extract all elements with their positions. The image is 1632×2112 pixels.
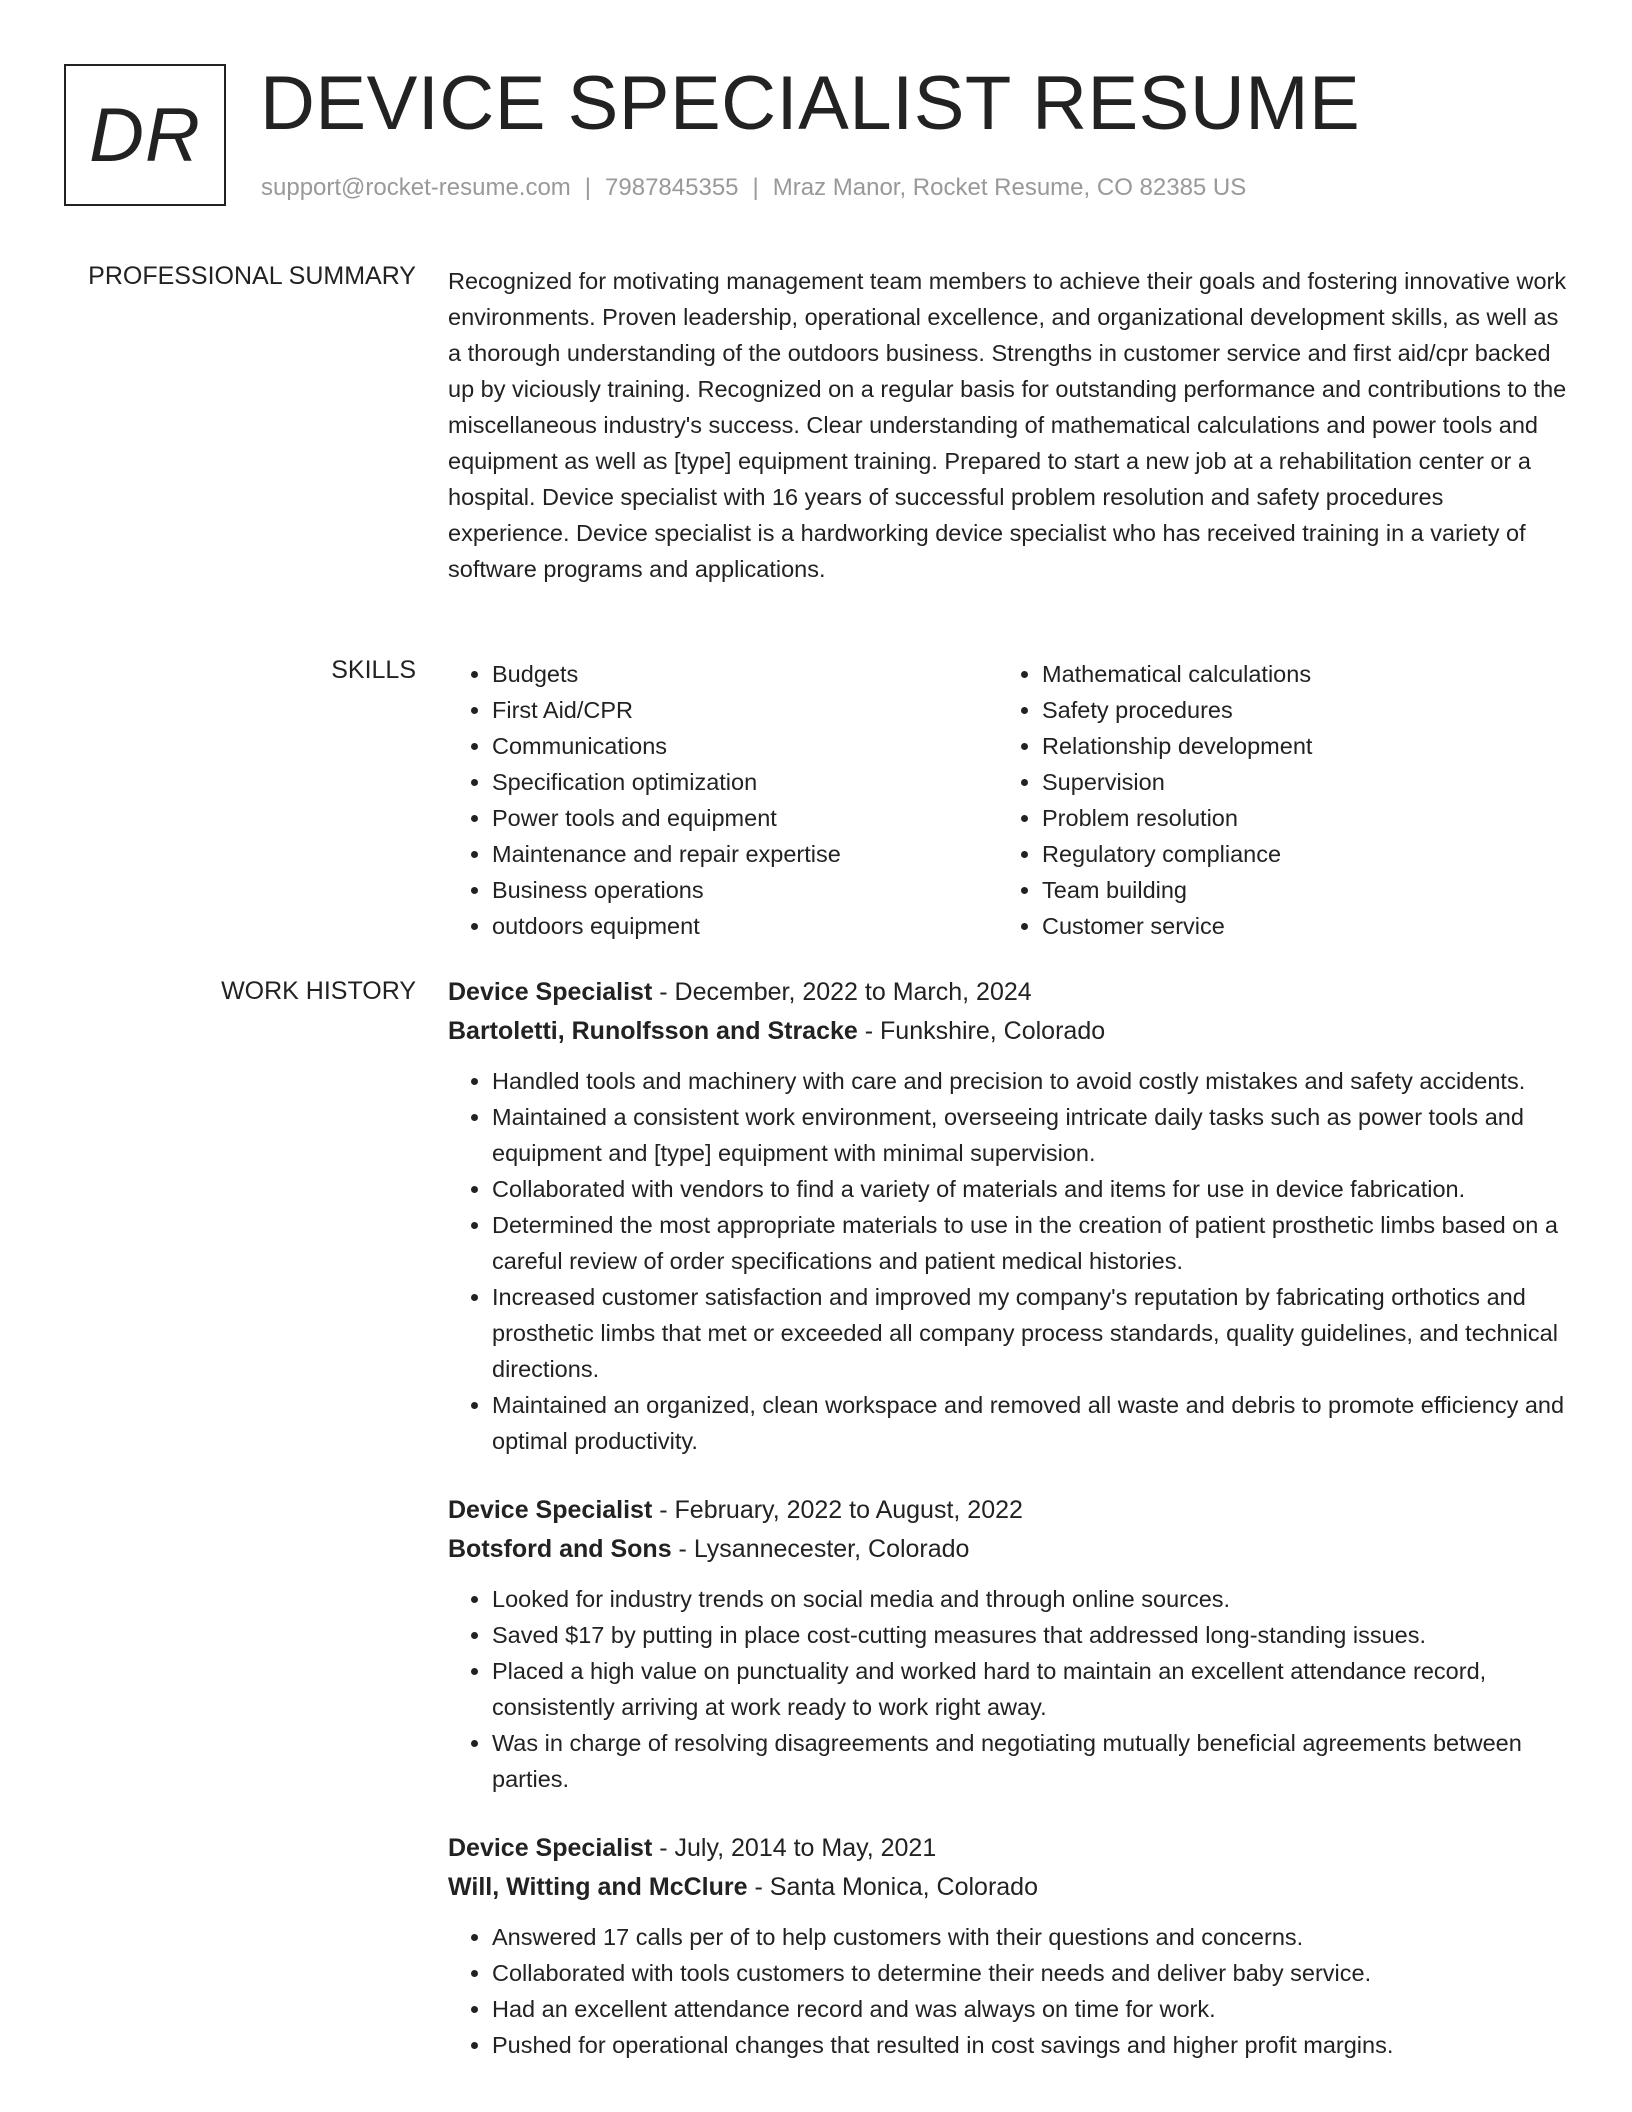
- skill-item: • Mathematical calculations: [1042, 656, 1548, 692]
- skills-column-right: [998, 656, 1548, 944]
- job-location: - Lysannecester, Colorado: [671, 1535, 970, 1563]
- contact-line: [261, 174, 1246, 202]
- job-title-line: [448, 973, 1568, 1012]
- duty-item: • Placed a high value on punctuality and worked hard to maintain an excellent attendance record, consistently arriving at work ready to work right away.: [492, 1653, 1568, 1725]
- duty-item: • Saved $17 by putting in place cost-cutting measures that addressed long-standing issues.: [492, 1617, 1568, 1653]
- job-company-line: [448, 1868, 1568, 1907]
- skill-item: • Maintenance and repair expertise: [492, 836, 998, 872]
- contact-address: Mraz Manor, Rocket Resume, CO 82385 US: [772, 174, 1247, 201]
- monogram-logo: DR: [64, 64, 226, 206]
- job-company-line: [448, 1012, 1568, 1051]
- job-company: Botsford and Sons: [448, 1535, 672, 1563]
- job-company-line: [448, 1530, 1568, 1569]
- contact-email[interactable]: support@rocket-resume.com: [261, 174, 571, 201]
- section-label-summary: PROFESSIONAL SUMMARY: [88, 262, 416, 290]
- duty-item: • Increased customer satisfaction and improved my company's reputation by fabricating orthotics and prosthetic limbs that met or exceeded all company process standards, quality guidelines, and technical directions.: [492, 1279, 1568, 1387]
- duty-item: • Maintained an organized, clean workspace and removed all waste and debris to promote efficiency and optimal productivity.: [492, 1387, 1568, 1459]
- skill-item: • Power tools and equipment: [492, 800, 998, 836]
- section-label-work-history: WORK HISTORY: [221, 977, 416, 1005]
- skills-column-left: [448, 656, 998, 944]
- duty-item: • Collaborated with tools customers to determine their needs and deliver baby service.: [492, 1955, 1568, 1991]
- job-title: Device Specialist: [448, 978, 653, 1006]
- job-entry: [448, 973, 1568, 1459]
- job-title-line: [448, 1491, 1568, 1530]
- duty-item: • Pushed for operational changes that resulted in cost savings and higher profit margins.: [492, 2027, 1568, 2063]
- job-title: Device Specialist: [448, 1834, 653, 1862]
- skill-item: • outdoors equipment: [492, 908, 998, 944]
- job-duties: [448, 1919, 1568, 2063]
- skill-item: • Business operations: [492, 872, 998, 908]
- skill-item: • Supervision: [1042, 764, 1548, 800]
- page-title: DEVICE SPECIALIST RESUME: [260, 61, 1361, 146]
- job-dates: - December, 2022 to March, 2024: [652, 978, 1032, 1006]
- skill-item: • Specification optimization: [492, 764, 998, 800]
- duty-item: • Maintained a consistent work environment, overseeing intricate daily tasks such as power tools and equipment and [type] equipment with minimal supervision.: [492, 1099, 1568, 1171]
- duty-item: • Looked for industry trends on social media and through online sources.: [492, 1581, 1568, 1617]
- duty-item: • Answered 17 calls per of to help customers with their questions and concerns.: [492, 1919, 1568, 1955]
- job-company: Bartoletti, Runolfsson and Stracke: [448, 1017, 858, 1045]
- skill-item: • Relationship development: [1042, 728, 1548, 764]
- skill-item: • Communications: [492, 728, 998, 764]
- duty-item: • Determined the most appropriate materials to use in the creation of patient prosthetic limbs based on a careful review of order specifications and patient medical histories.: [492, 1207, 1568, 1279]
- job-duties: [448, 1063, 1568, 1459]
- job-title-line: [448, 1829, 1568, 1868]
- job-dates: - February, 2022 to August, 2022: [652, 1496, 1023, 1524]
- skill-item: • Regulatory compliance: [1042, 836, 1548, 872]
- skill-item: • Safety procedures: [1042, 692, 1548, 728]
- duty-item: • Collaborated with vendors to find a variety of materials and items for use in device fabrication.: [492, 1171, 1568, 1207]
- skill-item: • Customer service: [1042, 908, 1548, 944]
- duty-item: • Had an excellent attendance record and was always on time for work.: [492, 1991, 1568, 2027]
- section-label-skills: SKILLS: [331, 656, 416, 684]
- job-dates: - July, 2014 to May, 2021: [652, 1834, 937, 1862]
- job-location: - Santa Monica, Colorado: [747, 1873, 1038, 1901]
- job-company: Will, Witting and McClure: [448, 1873, 748, 1901]
- duty-item: • Was in charge of resolving disagreements and negotiating mutually beneficial agreements between parties.: [492, 1725, 1568, 1797]
- skill-item: • Budgets: [492, 656, 998, 692]
- skill-item: • Team building: [1042, 872, 1548, 908]
- duty-item: • Handled tools and machinery with care and precision to avoid costly mistakes and safety accidents.: [492, 1063, 1568, 1099]
- skills-list: [448, 656, 1568, 944]
- job-title: Device Specialist: [448, 1496, 653, 1524]
- job-entry: [448, 1491, 1568, 1797]
- skill-item: • Problem resolution: [1042, 800, 1548, 836]
- summary-text: Recognized for motivating management team members to achieve their goals and fostering innovative work environments. Proven leadership, operational excellence, and organizational development skills, as well as a thorough understanding of the outdoors business. Strengths in customer service and first aid/cpr backed up by viciously training. Recognized on a regular basis for outstanding performance and contributions to the miscellaneous industry's success. Clear understanding of mathematical calculations and power tools and equipment as well as [type] equipment training. Prepared to start a new job at a rehabilitation center or a hospital. Device specialist with 16 years of successful problem resolution and safety procedures experience. Device specialist is a hardworking device specialist who has received training in a variety of software programs and applications.: [448, 268, 1567, 582]
- contact-phone[interactable]: 7987845355: [605, 174, 739, 201]
- contact-separator: |: [752, 174, 759, 201]
- skill-item: • First Aid/CPR: [492, 692, 998, 728]
- job-duties: [448, 1581, 1568, 1797]
- contact-separator: |: [584, 174, 592, 201]
- job-location: - Funkshire, Colorado: [857, 1017, 1106, 1045]
- job-entry: [448, 1829, 1568, 2063]
- resume-header: [64, 61, 1592, 214]
